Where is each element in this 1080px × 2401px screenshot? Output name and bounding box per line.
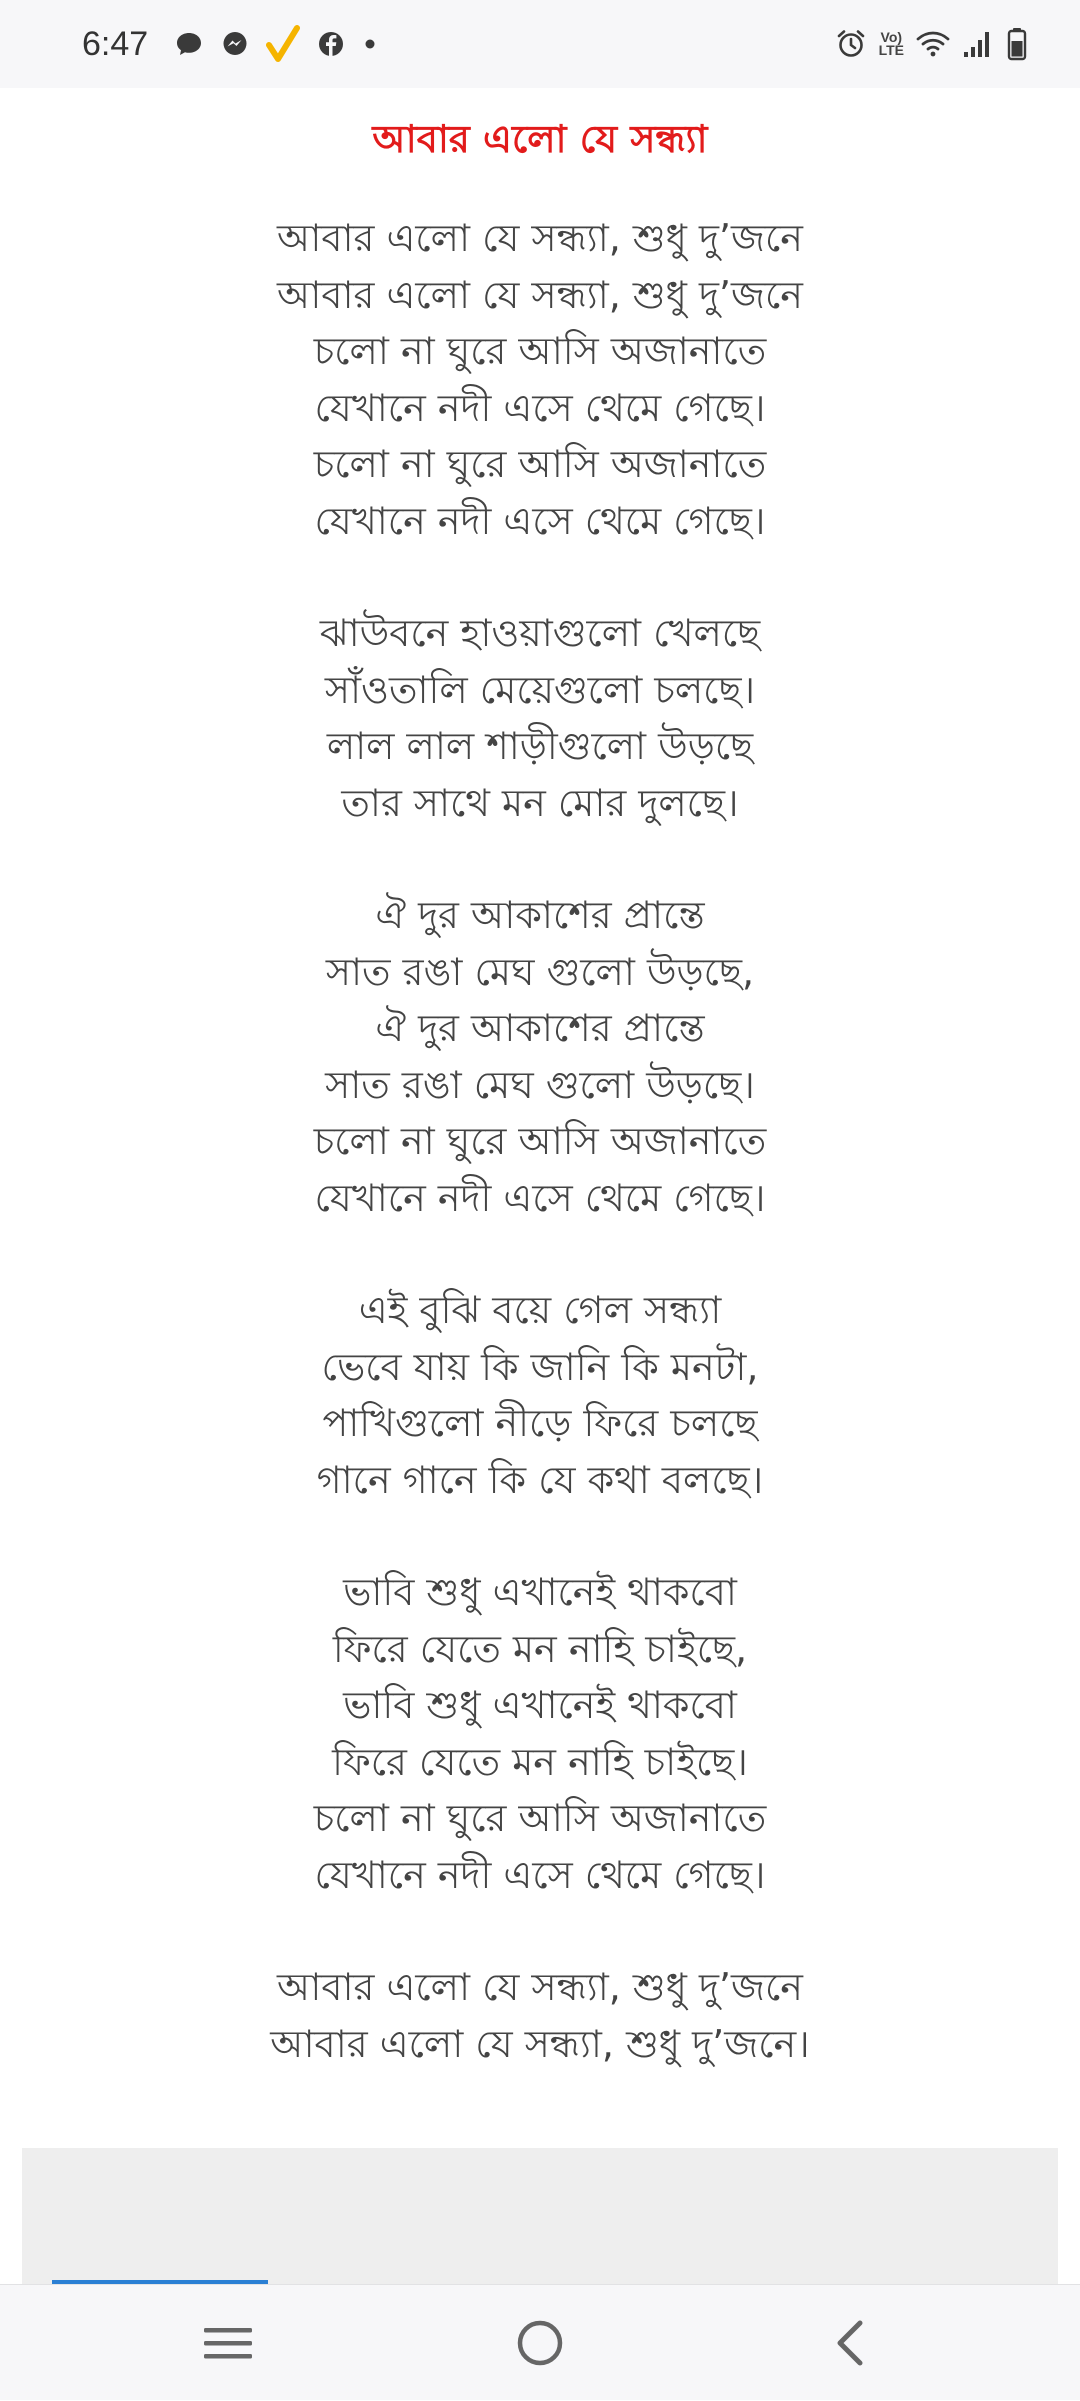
home-button[interactable] — [480, 2285, 600, 2401]
alarm-icon — [835, 28, 867, 60]
messenger-icon — [220, 29, 250, 59]
stanza — [0, 887, 1080, 1226]
recents-button[interactable] — [168, 2285, 288, 2401]
stanza-list — [0, 210, 1080, 2072]
lyric-line: গানে গানে কি যে কথা বলছে। — [316, 1457, 764, 1502]
lyric-line: ফিরে যেতে মন নাহি চাইছে, — [332, 1626, 748, 1671]
battery-icon — [1006, 27, 1028, 61]
song-title: আবার এলো যে সন্ধ্যা — [372, 117, 708, 161]
lyric-line: আবার এলো যে সন্ধ্যা, শুধু দু’জনে। — [270, 2021, 810, 2066]
lyric-line: চলো না ঘুরে আসি অজানাতে — [313, 329, 767, 373]
signal-icon — [962, 29, 994, 59]
lyric-line: ফিরে যেতে মন নাহি চাইছে। — [332, 1739, 748, 1784]
stanza — [0, 1564, 1080, 1903]
checkmark-icon — [266, 25, 300, 63]
lyric-line: যেখানে নদী এসে থেমে গেছে। — [314, 498, 766, 543]
notification-icons — [174, 25, 394, 63]
lyric-line: আবার এলো যে সন্ধ্যা, শুধু দু’জনে — [277, 1965, 803, 2009]
status-time: 6:47 — [82, 24, 149, 63]
stanza — [0, 1282, 1080, 1508]
dot-icon — [362, 36, 378, 52]
lyric-line: ঝাউবনে হাওয়াগুলো খেলছে — [319, 611, 761, 655]
lyric-line: যেখানে নদী এসে থেমে গেছে। — [314, 1852, 766, 1897]
lyric-line: তার সাথে মন মোর দুলছে। — [341, 780, 739, 825]
lyrics-content — [0, 88, 1080, 2128]
lyric-line: চলো না ঘুরে আসি অজানাতে — [313, 1796, 767, 1840]
lyric-line: চলো না ঘুরে আসি অজানাতে — [313, 442, 767, 486]
lyric-line: সাঁওতালি মেয়েগুলো চলছে। — [324, 667, 756, 712]
stanza — [0, 1959, 1080, 2072]
wifi-icon — [916, 29, 950, 59]
volte-top-text: Vo) — [880, 29, 903, 45]
lyric-line: সাত রঙা মেঘ গুলো উড়ছে, — [325, 949, 755, 994]
recents-icon — [202, 2323, 254, 2363]
facebook-icon — [316, 29, 346, 59]
lyric-line: লাল লাল শাড়ীগুলো উড়ছে — [326, 724, 754, 768]
back-button[interactable] — [790, 2285, 910, 2401]
lyric-line: যেখানে নদী এসে থেমে গেছে। — [314, 1175, 766, 1220]
system-icons — [823, 27, 1028, 61]
lyric-line: আবার এলো যে সন্ধ্যা, শুধু দু’জনে — [277, 272, 803, 317]
lyric-line: যেখানে নদী এসে থেমে গেছে। — [314, 385, 766, 430]
lyric-line: সাত রঙা মেঘ গুলো উড়ছে। — [325, 1062, 755, 1107]
lyric-line: ঐ দুর আকাশের প্রান্তে — [375, 893, 705, 937]
stanza — [0, 605, 1080, 831]
lyric-line: চলো না ঘুরে আসি অজানাতে — [313, 1119, 767, 1163]
lyric-line: এই বুঝি বয়ে গেল সন্ধ্যা — [358, 1288, 722, 1332]
navigation-bar — [0, 2284, 1080, 2400]
volte-icon — [879, 31, 904, 57]
lyric-line: ভেবে যায় কি জানি কি মনটা, — [321, 1344, 759, 1389]
lyric-line: ভাবি শুধু এখানেই থাকবো — [343, 1683, 737, 1727]
chat-bubble-icon — [174, 29, 204, 59]
back-icon — [828, 2317, 872, 2369]
stanza — [0, 210, 1080, 549]
status-bar — [0, 0, 1080, 88]
home-icon — [514, 2317, 566, 2369]
volte-bottom-text: LTE — [878, 42, 904, 58]
lyric-line: ভাবি শুধু এখানেই থাকবো — [343, 1570, 737, 1614]
ad-banner[interactable] — [22, 2148, 1058, 2284]
lyric-line: ঐ দুর আকাশের প্রান্তে — [375, 1006, 705, 1050]
lyric-line: আবার এলো যে সন্ধ্যা, শুধু দু’জনে — [277, 216, 803, 260]
lyric-line: পাখিগুলো নীড়ে ফিরে চলছে — [322, 1401, 758, 1445]
